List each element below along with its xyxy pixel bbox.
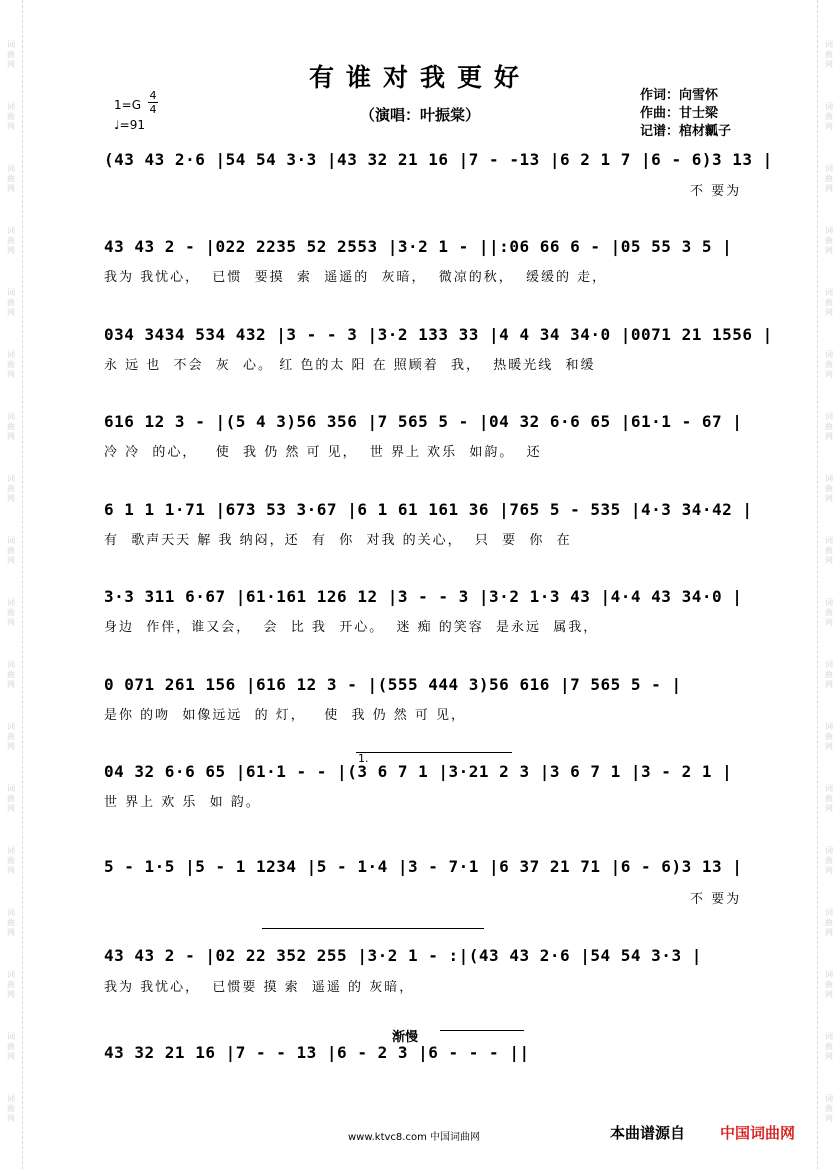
watermark-text: 词曲网 — [825, 660, 833, 689]
watermark-text: 词曲网 — [825, 908, 833, 937]
notation-row: 616 12 3 - |(5 4 3)56 356 |7 565 5 - |04 32 6·6 65 |61·1 - 67 | — [104, 412, 743, 431]
lyric-row: 身边 作伴，谁又会， 会 比 我 开心。 迷 痴 的笑容 是永远 属我， — [104, 620, 599, 635]
footer-url: www.ktvc8.com 中国词曲网 — [348, 1132, 481, 1143]
watermark-text: 词曲网 — [7, 908, 15, 937]
ritardando-mark: 渐慢 — [392, 1030, 419, 1045]
repeat-span-line — [262, 928, 484, 929]
watermark-text: 词曲网 — [7, 1094, 15, 1123]
notation-row: 0 071 261 156 |616 12 3 - |(555 444 3)56 616 |7 565 5 - | — [104, 675, 682, 694]
notation-row: 43 32 21 16 |7 - - 13 |6 - 2 3 |6 - - - || — [104, 1043, 530, 1062]
meter-bottom: 4 — [149, 103, 157, 116]
watermark-text: 词曲网 — [825, 412, 833, 441]
lyric-row: 冷 冷 的心， 使 我 仍 然 可 见， 世 界上 欢乐 如韵。 还 — [104, 445, 542, 460]
notation-row: 034 3434 534 432 |3 - - 3 |3·2 133 33 |4 4 34 34·0 |0071 21 1556 | — [104, 325, 773, 344]
watermark-text: 词曲网 — [825, 536, 833, 565]
watermark-text: 词曲网 — [7, 412, 15, 441]
watermark-text: 词曲网 — [7, 164, 15, 193]
watermark-text: 词曲网 — [825, 846, 833, 875]
watermark-text: 词曲网 — [7, 970, 15, 999]
notation-row: 6 1 1 1·71 |673 53 3·67 |6 1 61 161 36 |765 5 - 535 |4·3 34·42 | — [104, 500, 753, 519]
lyric-row: 我为 我忧心， 已惯要 摸 索 遥遥 的 灰暗， — [104, 980, 415, 995]
watermark-text: 词曲网 — [7, 288, 15, 317]
footer-source-label: 本曲谱源自 — [610, 1124, 686, 1142]
lyric-row: 世 界上 欢 乐 如 韵。 — [104, 795, 261, 810]
watermark-text: 词曲网 — [825, 722, 833, 751]
watermark-text: 词曲网 — [825, 288, 833, 317]
watermark-text: 词曲网 — [825, 970, 833, 999]
watermark-text: 词曲网 — [7, 1032, 15, 1061]
watermark-text: 词曲网 — [7, 474, 15, 503]
tempo-marking: ♩=91 — [114, 118, 145, 132]
watermark-text: 词曲网 — [825, 784, 833, 813]
watermark-text: 词曲网 — [825, 40, 833, 69]
watermark-text: 词曲网 — [825, 1032, 833, 1061]
watermark-text: 词曲网 — [825, 598, 833, 627]
composer-credit: 作曲：甘士梁 — [640, 106, 719, 121]
watermark-text: 词曲网 — [825, 1094, 833, 1123]
volta-bracket — [356, 752, 512, 753]
watermark-text: 词曲网 — [7, 722, 15, 751]
watermark-text: 词曲网 — [7, 226, 15, 255]
singer: （演唱：叶振棠） — [359, 106, 480, 124]
meter-top: 4 — [149, 89, 157, 102]
song-title: 有谁对我更好 — [308, 63, 531, 92]
transcriber-credit: 记谱：棺材瓤子 — [640, 124, 732, 139]
ritard-hairpin — [440, 1030, 524, 1031]
watermark-text: 词曲网 — [825, 102, 833, 131]
lyric-row: 我为 我忧心， 已惯 要摸 索 遥遥的 灰暗， 微凉的秋， 缓缓的 走， — [104, 270, 608, 285]
notation-row: 43 43 2 - |022 2235 52 2553 |3·2 1 - ||:06 66 6 - |05 55 3 5 | — [104, 237, 733, 256]
watermark-text: 词曲网 — [7, 598, 15, 627]
lyric-row: 是你 的吻 如像远远 的 灯， 使 我 仍 然 可 见， — [104, 708, 466, 723]
notation-row: 04 32 6·6 65 |61·1 - - |(3 6 7 1 |3·21 2 3 |3 6 7 1 |3 - 2 1 | — [104, 762, 733, 781]
notation-row: 43 43 2 - |02 22 352 255 |3·2 1 - :|(43 43 2·6 |54 54 3·3 | — [104, 946, 702, 965]
time-signature — [148, 90, 158, 115]
footer-brand: 中国词曲网 — [720, 1124, 796, 1142]
watermark-text: 词曲网 — [825, 350, 833, 379]
notation-row: 5 - 1·5 |5 - 1 1234 |5 - 1·4 |3 - 7·1 |6 37 21 71 |6 - 6)3 13 | — [104, 857, 743, 876]
watermark-text: 词曲网 — [7, 40, 15, 69]
notation-row: 3·3 311 6·67 |61·161 126 12 |3 - - 3 |3·2 1·3 43 |4·4 43 34·0 | — [104, 587, 743, 606]
lyric-row: 不 要为 — [690, 184, 742, 199]
notation-row: (43 43 2·6 |54 54 3·3 |43 32 21 16 |7 - -13 |6 2 1 7 |6 - 6)3 13 | — [104, 150, 773, 169]
lyric-row: 永 远 也 不会 灰 心。 红 色的太 阳 在 照顾着 我， 热暖光线 和缓 — [104, 358, 596, 373]
watermark-text: 词曲网 — [7, 536, 15, 565]
watermark-text: 词曲网 — [825, 164, 833, 193]
watermark-text: 词曲网 — [7, 846, 15, 875]
watermark-text: 词曲网 — [7, 660, 15, 689]
watermark-text: 词曲网 — [825, 226, 833, 255]
watermark-text: 词曲网 — [7, 784, 15, 813]
watermark-text: 词曲网 — [7, 102, 15, 131]
lyric-row: 有 歌声天天 解 我 纳闷，还 有 你 对我 的关心， 只 要 你 在 — [104, 533, 572, 548]
volta-one-label: 1. — [358, 752, 369, 765]
key-signature: 1=G — [114, 98, 141, 112]
lyricist-credit: 作词：向雪怀 — [640, 88, 719, 103]
watermark-text: 词曲网 — [825, 474, 833, 503]
lyric-row: 不 要为 — [690, 892, 742, 907]
watermark-text: 词曲网 — [7, 350, 15, 379]
